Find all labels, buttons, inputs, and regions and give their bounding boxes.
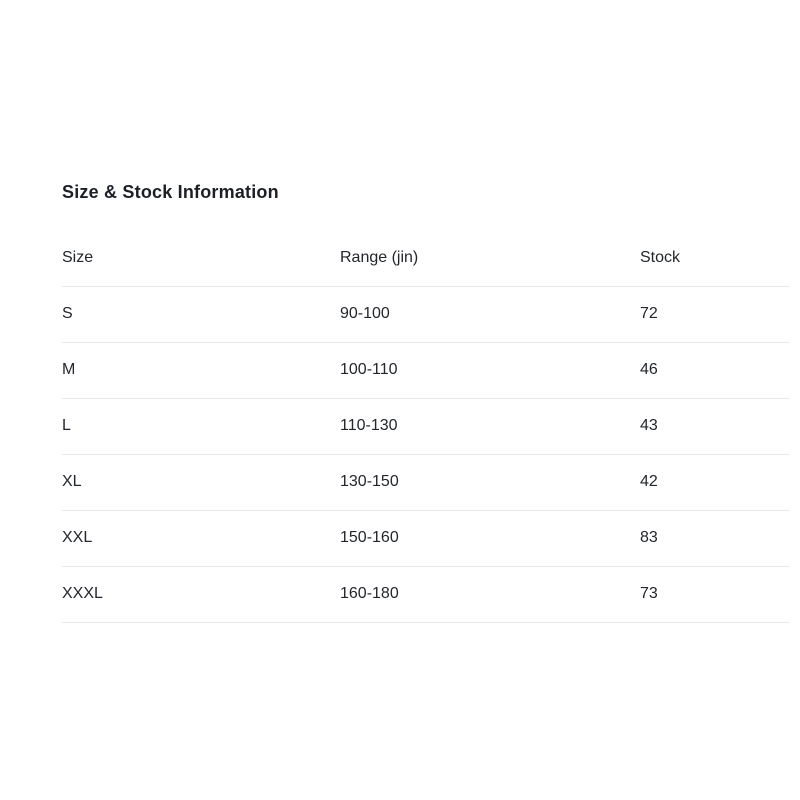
column-header-stock: Stock — [640, 230, 790, 286]
table-header-row — [62, 230, 790, 286]
cell-stock: 42 — [640, 454, 790, 510]
cell-range: 110-130 — [340, 398, 640, 454]
cell-stock: 72 — [640, 286, 790, 342]
cell-stock: 83 — [640, 510, 790, 566]
section-title: Size & Stock Information — [62, 182, 279, 202]
table-row — [62, 398, 790, 454]
table-row — [62, 454, 790, 510]
cell-range: 130-150 — [340, 454, 640, 510]
cell-range: 150-160 — [340, 510, 640, 566]
cell-size: XL — [62, 454, 340, 510]
size-stock-table — [62, 230, 790, 623]
cell-size: XXL — [62, 510, 340, 566]
cell-size: XXXL — [62, 566, 340, 622]
cell-size: L — [62, 398, 340, 454]
table-row — [62, 342, 790, 398]
cell-stock: 43 — [640, 398, 790, 454]
column-header-size: Size — [62, 230, 340, 286]
cell-range: 100-110 — [340, 342, 640, 398]
table-row — [62, 286, 790, 342]
column-header-range: Range (jin) — [340, 230, 640, 286]
cell-size: S — [62, 286, 340, 342]
cell-size: M — [62, 342, 340, 398]
cell-stock: 73 — [640, 566, 790, 622]
table-row — [62, 566, 790, 622]
cell-range: 90-100 — [340, 286, 640, 342]
size-stock-section — [62, 180, 790, 623]
cell-range: 160-180 — [340, 566, 640, 622]
table-row — [62, 510, 790, 566]
cell-stock: 46 — [640, 342, 790, 398]
